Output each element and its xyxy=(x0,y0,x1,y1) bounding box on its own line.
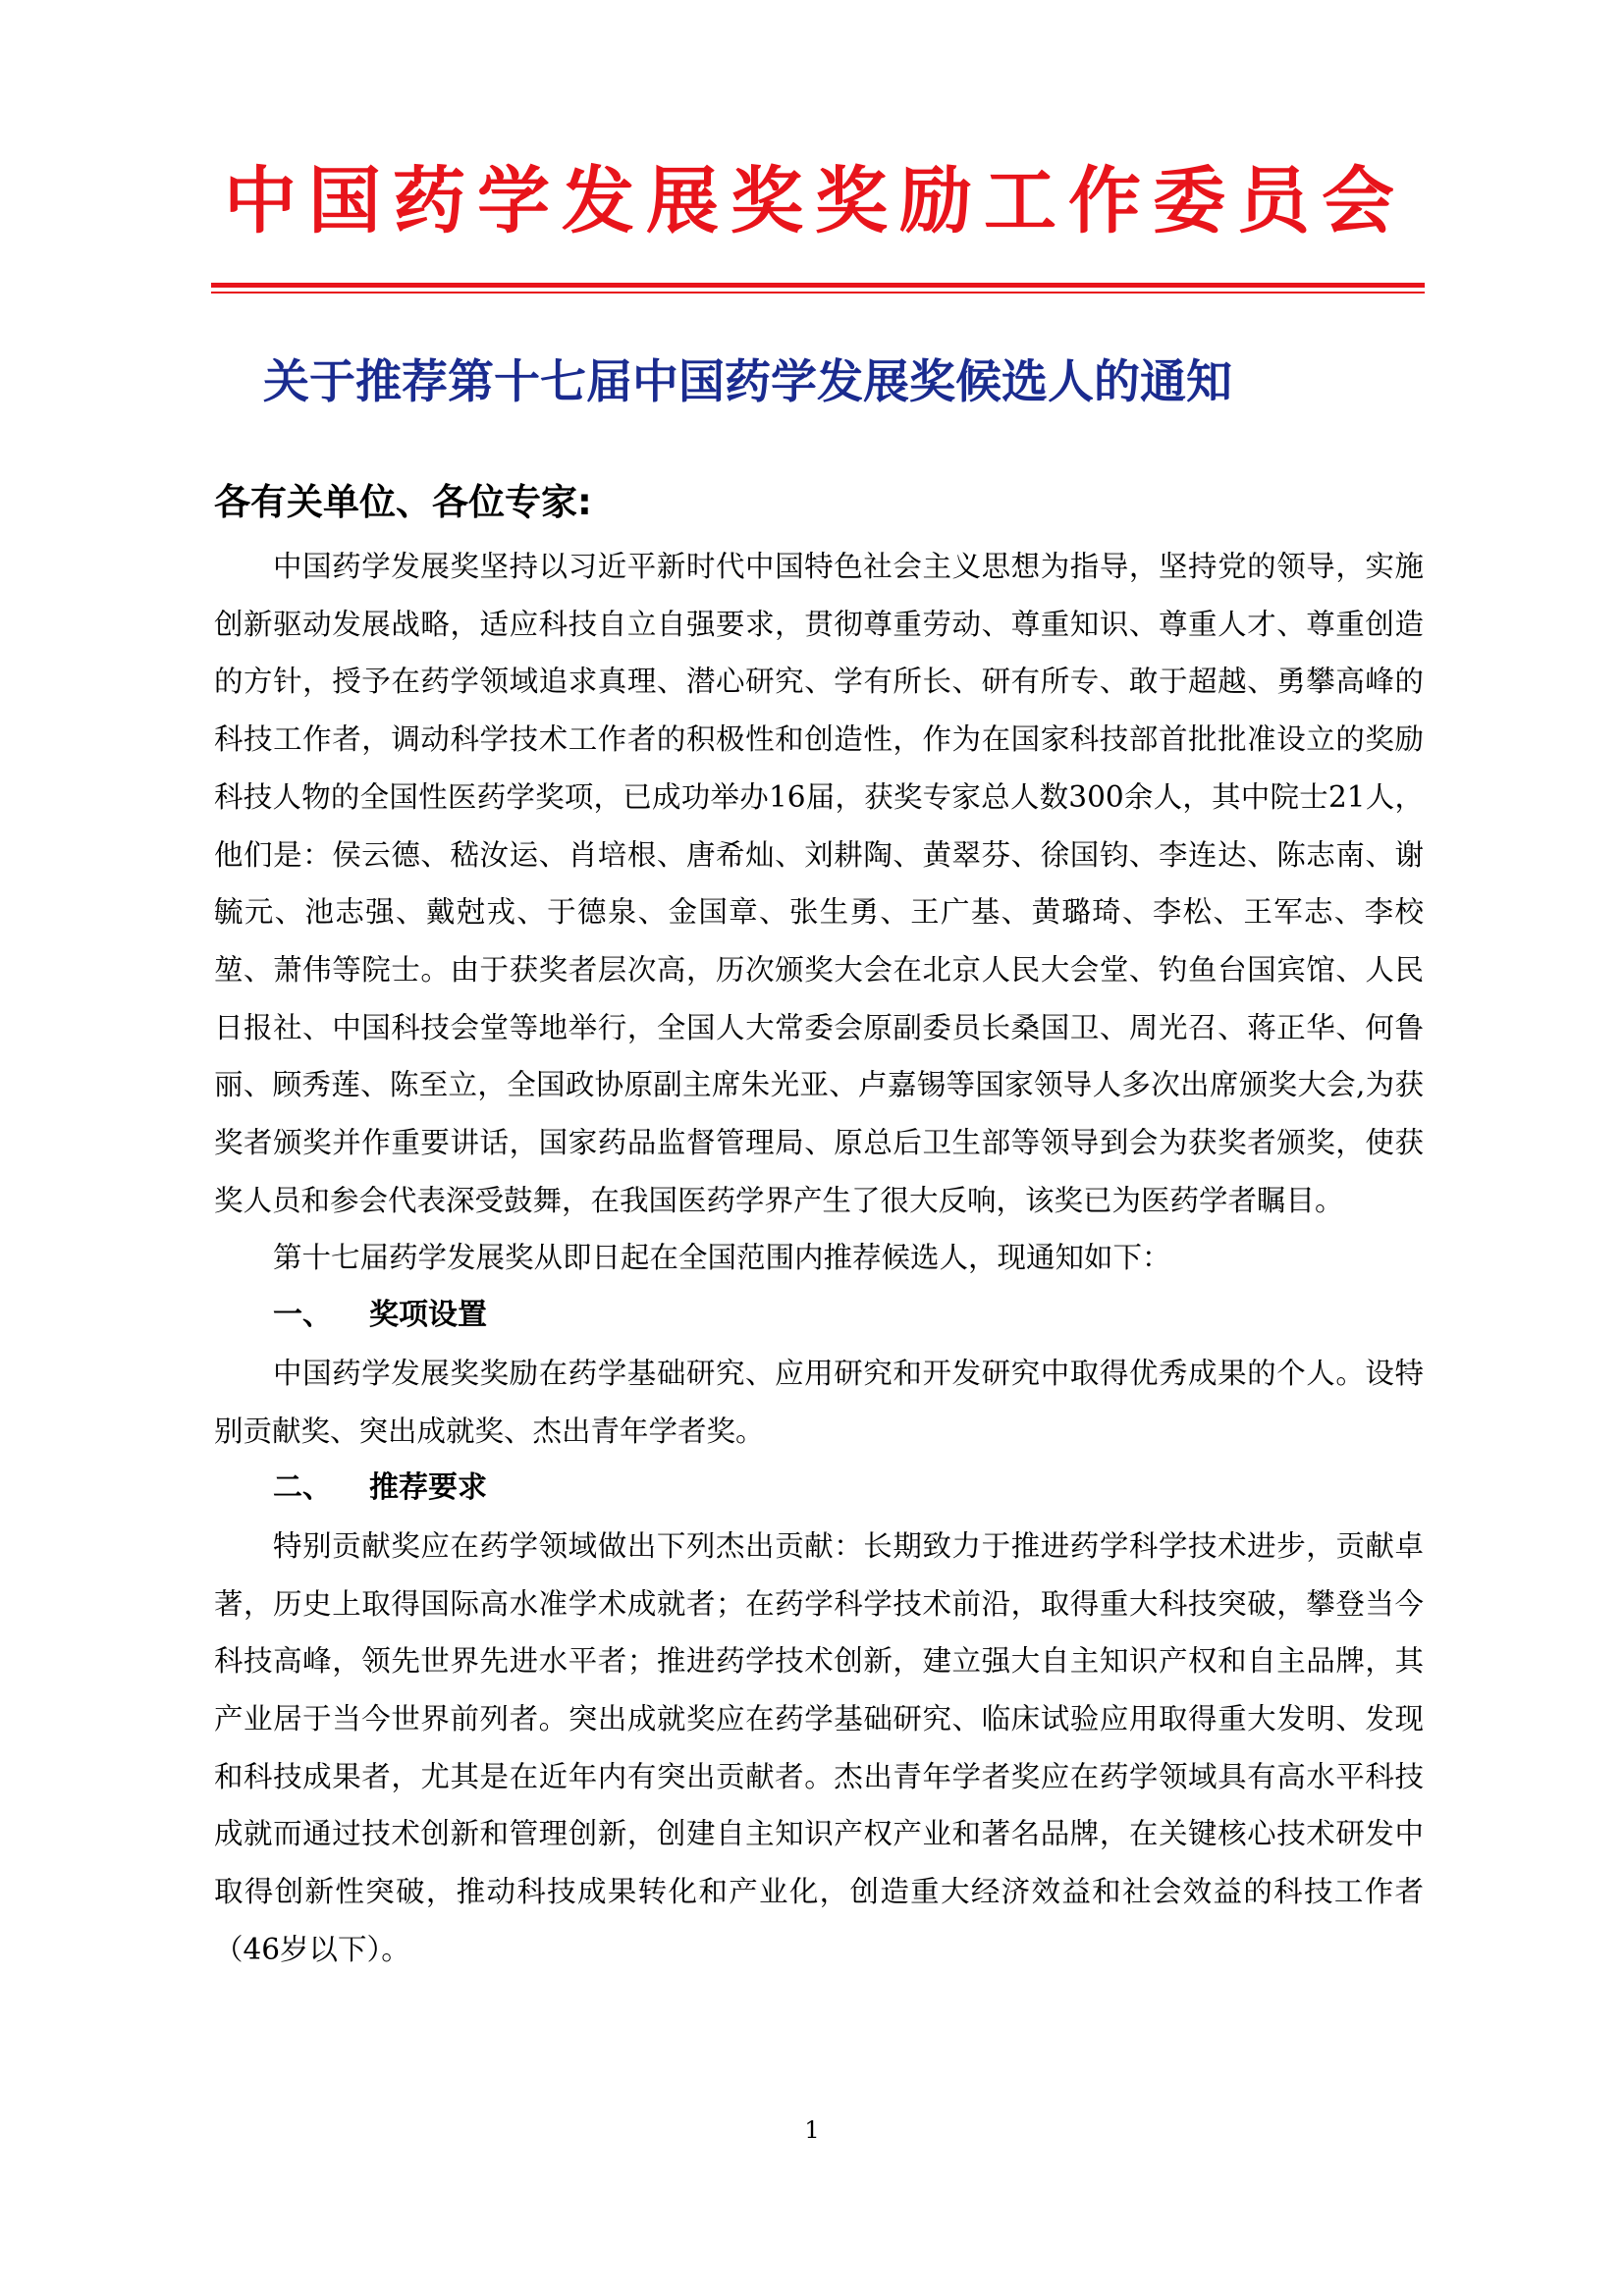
notice-body xyxy=(214,538,1424,1979)
section-paragraph-awards: 中国药学发展奖奖励在药学基础研究、应用研究和开发研究中取得优秀成果的个人。设特别贡献奖、突出成就奖、杰出青年学者奖。 xyxy=(214,1356,1424,1448)
section-heading-requirements xyxy=(214,1460,1424,1518)
intro-paragraph: 中国药学发展奖坚持以习近平新时代中国特色社会主义思想为指导，坚持党的领导，实施创新驱动发展战略，适应科技自立自强要求，贯彻尊重劳动、尊重知识、尊重人才、尊重创造的方针，授予在药学领域追求真理、潜心研究、学有所长、研有所专、敢于超越、勇攀高峰的科技工作者，调动科学技术工作者的积极性和创造性，作为在国家科技部首批批准设立的奖励科技人物的全国性医药学奖项，已成功举办16届，获奖专家总人数300余人，其中院士21人，他们是：侯云德、嵇汝运、肖培根、唐希灿、刘耕陶、黄翠芬、徐国钧、李连达、陈志南、谢毓元、池志强、戴尅戎、于德泉、金国章、张生勇、王广基、黄璐琦、李松、王军志、李校堃、萧伟等院士。由于获奖者层次高，历次颁奖大会在北京人民大会堂、钓鱼台国宾馆、人民日报社、中国科技会堂等地举行，全国人大常委会原副委员长桑国卫、周光召、蒋正华、何鲁丽、顾秀莲、陈至立，全国政协原副主席朱光亚、卢嘉锡等国家领导人多次出席颁奖大会,为获奖者颁奖并作重要讲话，国家药品监督管理局、原总后卫生部等领导到会为获奖者颁奖，使获奖人员和参会代表深受鼓舞，在我国医药学界产生了很大反响，该奖已为医药学者瞩目。 xyxy=(214,550,1424,1217)
section-number: 二、 xyxy=(273,1470,332,1506)
masthead-organization: 中国药学发展奖奖励工作委员会 xyxy=(224,159,1406,243)
notice-title: 关于推荐第十七届中国药学发展奖候选人的通知 xyxy=(263,355,1232,409)
section-paragraph-requirements: 特别贡献奖应在药学领域做出下列杰出贡献：长期致力于推进药学科学技术进步，贡献卓著，历史上取得国际高水准学术成就者；在药学科学技术前沿，取得重大科技突破，攀登当今科技高峰，领先世界先进水平者；推进药学技术创新，建立强大自主知识产权和自主品牌，其产业居于当今世界前列者。突出成就奖应在药学基础研究、临床试验应用取得重大发明、发现和科技成果者，尤其是在近年内有突出贡献者。杰出青年学者奖应在药学领域具有高水平科技成就而通过技术创新和管理创新，创建自主知识产权产业和著名品牌，在关键核心技术研发中取得创新性突破，推动科技成果转化和产业化，创造重大经济效益和社会效益的科技工作者（46岁以下）。 xyxy=(214,1528,1424,1966)
section-title: 奖项设置 xyxy=(369,1298,487,1333)
masthead-rule-thin xyxy=(211,292,1425,294)
section-title: 推荐要求 xyxy=(369,1470,487,1506)
page-number: 1 xyxy=(804,2116,820,2144)
salutation: 各有关单位、各位专家: xyxy=(214,481,592,523)
section-number: 一、 xyxy=(273,1298,332,1333)
announcement-paragraph: 第十七届药学发展奖从即日起在全国范围内推荐候选人，现通知如下： xyxy=(273,1241,1171,1275)
section-heading-awards xyxy=(214,1287,1424,1345)
masthead-rule-thick xyxy=(211,283,1425,288)
